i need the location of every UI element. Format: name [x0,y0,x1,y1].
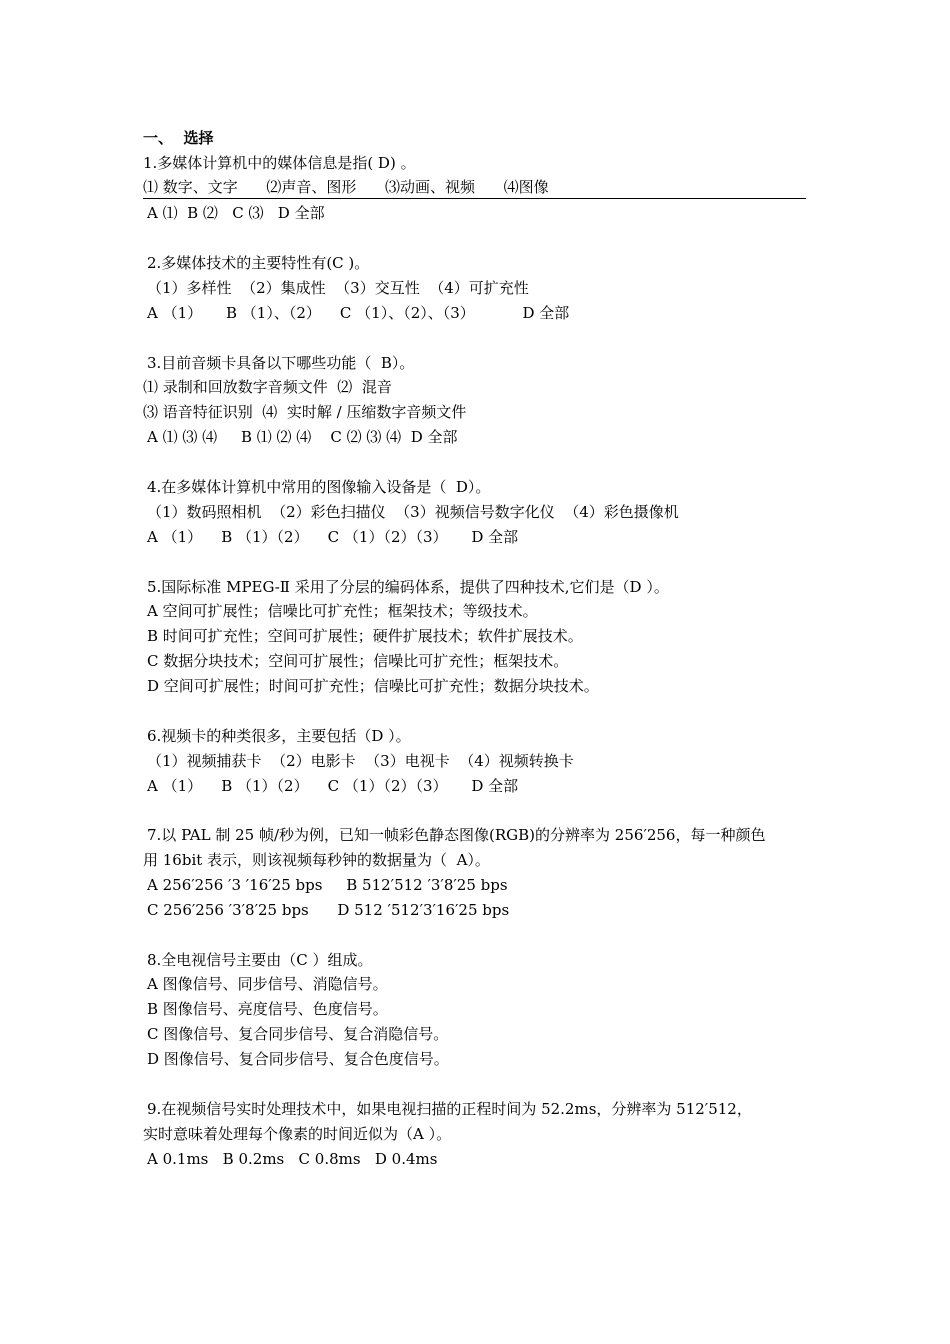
question-8-stem: 8.全电视信号主要由（C ）组成。 [147,951,373,969]
question-8-option-d: D 图像信号、复合同步信号、复合色度信号。 [147,1050,449,1068]
question-5-option-d: D 空间可扩展性；时间可扩充性；信噪比可扩充性；数据分块技术。 [147,677,599,695]
question-8-option-c: C 图像信号、复合同步信号、复合消隐信号。 [147,1025,449,1043]
question-4-stem: 4.在多媒体计算机中常用的图像输入设备是（ D）。 [147,478,491,496]
question-2-options: A （1） B （1）、（2） C （1）、（2）、（3） D 全部 [147,304,570,322]
question-8-option-b: B 图像信号、亮度信号、色度信号。 [147,1000,388,1018]
question-1-stem: 1.多媒体计算机中的媒体信息是指( D) 。 [143,154,416,172]
question-7-stem-1: 7.以 PAL 制 25 帧/秒为例，已知一帧彩色静态图像(RGB)的分辨率为 256′256，每一种颜色 [147,826,766,844]
question-7-options-2: C 256′256 ′3′8′25 bps D 512 ′512′3′16′25 bps [147,901,510,919]
question-5-stem: 5.国际标准 MPEG-Ⅱ 采用了分层的编码体系，提供了四种技术,它们是（D ）。 [147,578,669,596]
question-9-options: A 0.1ms B 0.2ms C 0.8ms D 0.4ms [147,1150,438,1168]
question-3-options: A ⑴ ⑶ ⑷ B ⑴ ⑵ ⑷ C ⑵ ⑶ ⑷ D 全部 [147,428,458,446]
section-heading: 一、 选择 [143,129,214,147]
question-5-option-b: B 时间可扩充性；空间可扩展性；硬件扩展技术；软件扩展技术。 [147,627,583,645]
question-6-stem: 6.视频卡的种类很多，主要包括（D ）。 [147,727,411,745]
question-2-stem: 2.多媒体技术的主要特性有(C )。 [147,254,370,272]
question-4-items: （1）数码照相机 （2）彩色扫描仪 （3）视频信号数字化仪 （4）彩色摄像机 [147,503,679,521]
question-7-options-1: A 256′256 ′3 ′16′25 bps B 512′512 ′3′8′25 bps [147,876,508,894]
question-2-items: （1）多样性 （2）集成性 （3）交互性 （4）可扩充性 [147,279,529,297]
question-9-stem-1: 9.在视频信号实时处理技术中，如果电视扫描的正程时间为 52.2ms，分辨率为 512′512， [147,1100,752,1118]
question-7-stem-2: 用 16bit 表示，则该视频每秒钟的数据量为（ A）。 [143,851,490,869]
question-1-options: A ⑴ B ⑵ C ⑶ D 全部 [147,204,325,222]
question-1-items: ⑴ 数字、文字 ⑵声音、图形 ⑶动画、视频 ⑷图像 [143,178,549,196]
question-9-stem-2: 实时意味着处理每个像素的时间近似为（A ）。 [143,1125,452,1143]
question-5-option-c: C 数据分块技术；空间可扩展性；信噪比可扩充性；框架技术。 [147,652,569,670]
question-4-options: A （1） B （1）（2） C （1）（2）（3） D 全部 [147,528,519,546]
question-6-options: A （1） B （1）（2） C （1）（2）（3） D 全部 [147,777,519,795]
divider-line [143,198,806,199]
question-3-items-2: ⑶ 语音特征识别 ⑷ 实时解 / 压缩数字音频文件 [143,403,467,421]
question-8-option-a: A 图像信号、同步信号、消隐信号。 [147,975,388,993]
question-3-items-1: ⑴ 录制和回放数字音频文件 ⑵ 混音 [143,378,392,396]
question-3-stem: 3.目前音频卡具备以下哪些功能（ B）。 [147,354,415,372]
question-6-items: （1）视频捕获卡 （2）电影卡 （3）电视卡 （4）视频转换卡 [147,752,574,770]
question-5-option-a: A 空间可扩展性；信噪比可扩充性；框架技术；等级技术。 [147,602,538,620]
